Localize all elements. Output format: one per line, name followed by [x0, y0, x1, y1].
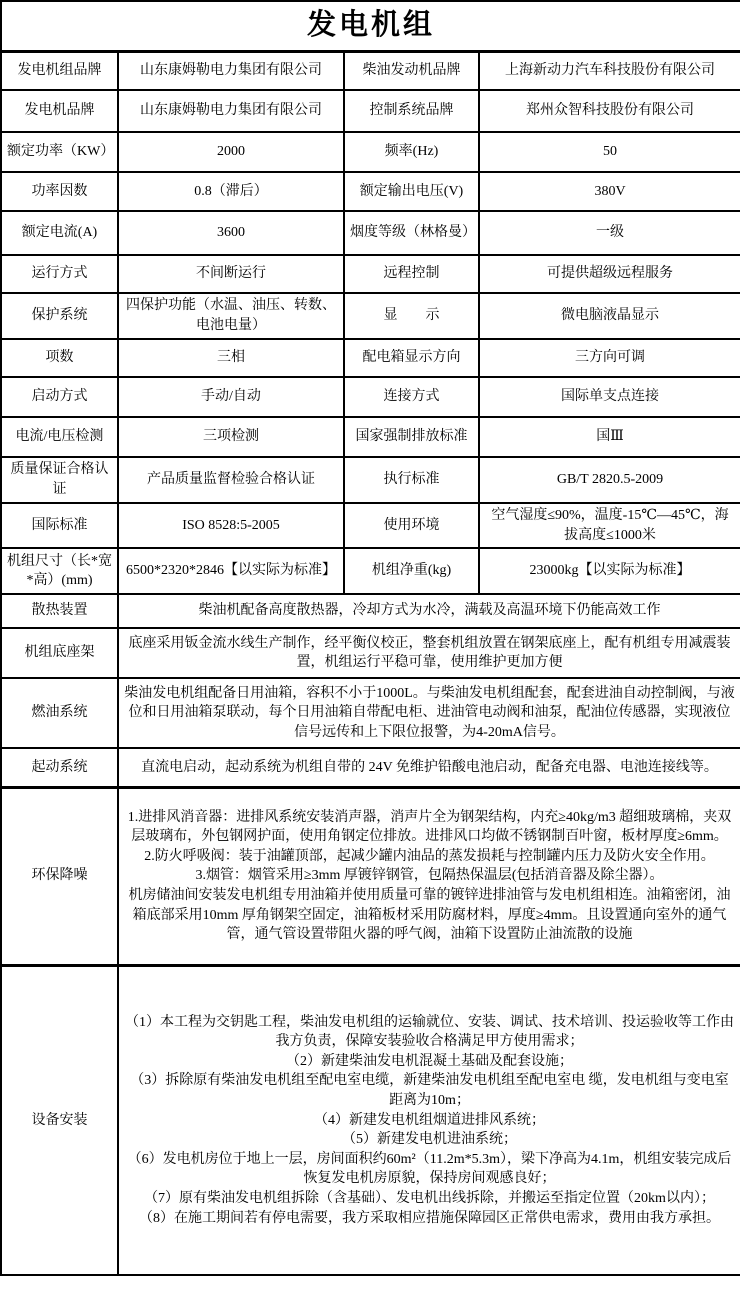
row-label: 国家强制排放标准	[344, 417, 479, 457]
row-label: 执行标准	[344, 457, 479, 503]
row-label: 控制系统品牌	[344, 90, 479, 132]
row-value: 柴油发电机组配备日用油箱，容积不小于1000L。与柴油发电机组配套，配套进油自动控制阀，与液位和日用油箱泵联动，每个日用油箱自带配电柜、进油管电动阀和油泵，配油位传感器，实现液位信号远传和上下限位报警，为4-20mA信号。	[118, 678, 740, 748]
row-value: 上海新动力汽车科技股份有限公司	[479, 51, 740, 90]
row-label: 配电箱显示方向	[344, 339, 479, 377]
row-label: 频率(Hz)	[344, 132, 479, 172]
table-row	[1, 132, 740, 172]
row-value: ISO 8528:5-2005	[118, 503, 344, 548]
row-label: 发电机组品牌	[1, 51, 118, 90]
row-value: 直流电启动，起动系统为机组自带的 24V 免维护铅酸电池启动，配备充电器、电池连接线等。	[118, 748, 740, 787]
row-label: 运行方式	[1, 255, 118, 293]
row-value: 微电脑液晶显示	[479, 293, 740, 339]
table-row	[1, 678, 740, 748]
table-row	[1, 211, 740, 255]
table-row	[1, 90, 740, 132]
row-label: 燃油系统	[1, 678, 118, 748]
table-row	[1, 339, 740, 377]
row-label: 机组底座架	[1, 628, 118, 678]
row-value: 3600	[118, 211, 344, 255]
row-value: 50	[479, 132, 740, 172]
row-value: （1）本工程为交钥匙工程，柴油发电机组的运输就位、安装、调试、技术培训、投运验收等工作由我方负责，保障安装验收合格满足甲方使用需求； （2）新建柴油发电机混凝土基础及配套设施； （3）拆除原有柴油发电机组至配电室电缆，新建柴油发电机组至配电室电 缆，发电机组与变电室距离为10m； （4）新建发电机组烟道进排风系统； （5）新建发电机进油系统； （6）发电机房位于地上一层，房间面积约60m²（11.2m*5.3m），梁下净高为4.1m，机组安装完成后恢复发电机房原貌，保持房间观感良好； （7）原有柴油发电机组拆除（含基础）、发电机出线拆除，并搬运至指定位置（20km以内）； （8）在施工期间若有停电需要，我方采取相应措施保障园区正常供电需求，费用由我方承担。	[118, 965, 740, 1275]
title-row	[1, 1, 740, 51]
row-label: 电流/电压检测	[1, 417, 118, 457]
table-row	[1, 255, 740, 293]
row-value: 不间断运行	[118, 255, 344, 293]
row-label: 连接方式	[344, 377, 479, 417]
row-value: 山东康姆勒电力集团有限公司	[118, 51, 344, 90]
row-label: 烟度等级（林格曼）	[344, 211, 479, 255]
row-value: 可提供超级远程服务	[479, 255, 740, 293]
row-label: 国际标准	[1, 503, 118, 548]
row-value: 三方向可调	[479, 339, 740, 377]
table-row	[1, 965, 740, 1275]
page-title: 发电机组	[1, 1, 740, 51]
table-row	[1, 293, 740, 339]
row-label: 保护系统	[1, 293, 118, 339]
row-label: 质量保证合格认证	[1, 457, 118, 503]
row-value: 手动/自动	[118, 377, 344, 417]
row-value: 三相	[118, 339, 344, 377]
row-label: 机组净重(kg)	[344, 548, 479, 594]
row-label: 额定电流(A)	[1, 211, 118, 255]
row-value: GB/T 2820.5-2009	[479, 457, 740, 503]
row-value: 国际单支点连接	[479, 377, 740, 417]
table-row	[1, 594, 740, 628]
row-label: 显 示	[344, 293, 479, 339]
row-label: 项数	[1, 339, 118, 377]
row-value: 2000	[118, 132, 344, 172]
row-value: 底座采用钣金流水线生产制作，经平衡仪校正，整套机组放置在钢架底座上，配有机组专用减震装置，机组运行平稳可靠，使用维护更加方便	[118, 628, 740, 678]
row-value: 一级	[479, 211, 740, 255]
row-label: 功率因数	[1, 172, 118, 211]
row-label: 环保降噪	[1, 787, 118, 965]
row-value: 山东康姆勒电力集团有限公司	[118, 90, 344, 132]
row-label: 额定输出电压(V)	[344, 172, 479, 211]
row-label: 起动系统	[1, 748, 118, 787]
row-value: 国Ⅲ	[479, 417, 740, 457]
row-value: 柴油机配备高度散热器，冷却方式为水冷，满载及高温环境下仍能高效工作	[118, 594, 740, 628]
table-row	[1, 748, 740, 787]
table-row	[1, 787, 740, 965]
row-value: 四保护功能（水温、油压、转数、电池电量）	[118, 293, 344, 339]
table-row	[1, 457, 740, 503]
table-row	[1, 548, 740, 594]
row-label: 发电机品牌	[1, 90, 118, 132]
row-label: 启动方式	[1, 377, 118, 417]
row-value: 23000kg【以实际为标准】	[479, 548, 740, 594]
row-value: 空气湿度≤90%，温度-15℃—45℃，海拔高度≤1000米	[479, 503, 740, 548]
table-row	[1, 172, 740, 211]
row-value: 三项检测	[118, 417, 344, 457]
row-label: 设备安装	[1, 965, 118, 1275]
row-value: 0.8（滞后）	[118, 172, 344, 211]
row-label: 远程控制	[344, 255, 479, 293]
row-value: 380V	[479, 172, 740, 211]
row-value: 1.进排风消音器：进排风系统安装消声器，消声片全为钢架结构，内充≥40kg/m3 超细玻璃棉，夹双层玻璃布，外包钢网护面，使用角钢定位排放。进排风口均做不锈钢制百叶窗，板材厚度≥6mm。 2.防火呼吸阀：装于油罐顶部，起减少罐内油品的蒸发损耗与控制罐内压力及防火安全作用。 3.烟管：烟管采用≥3mm 厚镀锌钢管，包隔热保温层(包括消音器及除尘器）。 机房储油间安装发电机组专用油箱并使用质量可靠的镀锌进排油管与发电机组相连。油箱密闭，油箱底部采用10mm 厚角钢架空固定，油箱板材采用防腐材料，厚度≥4mm。且设置通向室外的通气管，通气管设置带阻火器的呼气阀，油箱下设置防止油流散的设施	[118, 787, 740, 965]
row-label: 使用环境	[344, 503, 479, 548]
row-value: 产品质量监督检验合格认证	[118, 457, 344, 503]
row-value: 郑州众智科技股份有限公司	[479, 90, 740, 132]
table-row	[1, 417, 740, 457]
table-row	[1, 628, 740, 678]
row-label: 额定功率（KW）	[1, 132, 118, 172]
row-value: 6500*2320*2846【以实际为标准】	[118, 548, 344, 594]
row-label: 机组尺寸（长*宽*高）(mm)	[1, 548, 118, 594]
table-row	[1, 503, 740, 548]
table-row	[1, 377, 740, 417]
table-row	[1, 51, 740, 90]
row-label: 柴油发动机品牌	[344, 51, 479, 90]
row-label: 散热装置	[1, 594, 118, 628]
